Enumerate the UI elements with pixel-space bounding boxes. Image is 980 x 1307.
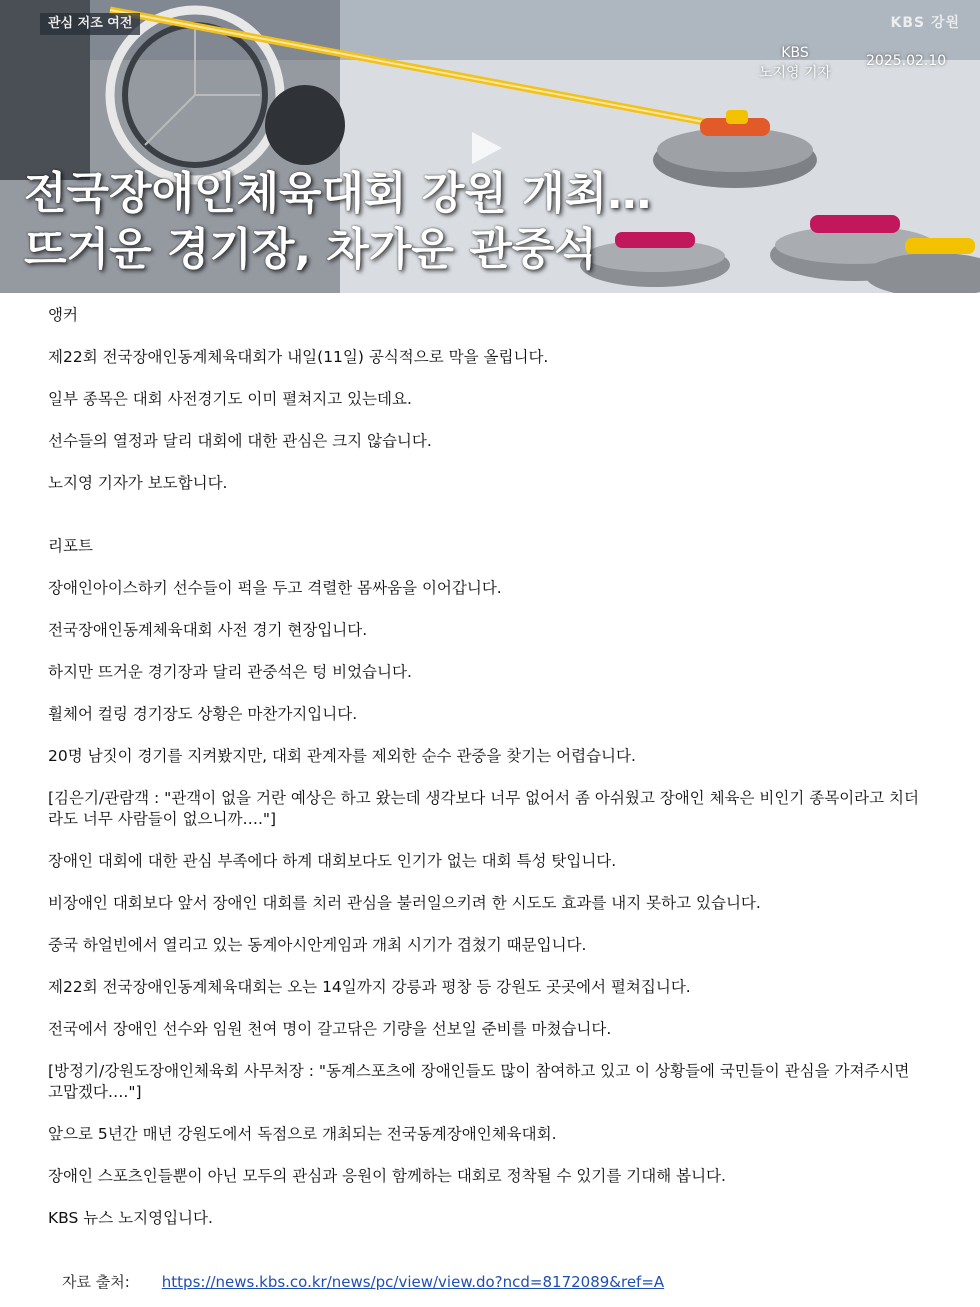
reporter-name: 노지영 기자 xyxy=(758,65,832,81)
report-paragraph: 장애인아이스하키 선수들이 퍽을 두고 격렬한 몸싸움을 이어갑니다. xyxy=(48,579,502,597)
report-paragraph: 전국에서 장애인 선수와 임원 천여 명이 갈고닦은 기량을 선보일 준비를 마쳤습니다. xyxy=(48,1020,612,1038)
byline xyxy=(740,43,850,83)
broadcaster-watermark: KBS 강원 xyxy=(890,15,960,31)
report-paragraph: 휠체어 컬링 경기장도 상황은 마찬가지입니다. xyxy=(48,705,358,723)
section-label-anchor: 앵커 xyxy=(48,306,78,324)
report-paragraph: 전국장애인동계체육대회 사전 경기 현장입니다. xyxy=(48,621,368,639)
topic-tag: 관심 저조 여전 xyxy=(40,13,140,35)
outlet-name: KBS xyxy=(781,45,809,61)
report-paragraph: 장애인 대회에 대한 관심 부족에다 하계 대회보다도 인기가 없는 대회 특성 탓입니다. xyxy=(48,852,617,870)
sign-off: KBS 뉴스 노지영입니다. xyxy=(48,1209,213,1227)
report-paragraph: 비장애인 대회보다 앞서 장애인 대회를 치러 관심을 불러일으키려 한 시도도 효과를 내지 못하고 있습니다. xyxy=(48,894,761,912)
anchor-paragraph: 일부 종목은 대회 사전경기도 이미 펼쳐지고 있는데요. xyxy=(48,390,412,408)
headline-line-1: 전국장애인체육대회 강원 개최… xyxy=(24,168,652,219)
anchor-paragraph: 제22회 전국장애인동계체육대회가 내일(11일) 공식적으로 막을 올립니다. xyxy=(48,348,549,366)
publish-date: 2025.02.10 xyxy=(866,53,947,69)
source-label: 자료 출처: xyxy=(62,1273,130,1291)
report-paragraph: 장애인 스포츠인들뿐이 아닌 모두의 관심과 응원이 함께하는 대회로 정착될 수 있기를 기대해 봅니다. xyxy=(48,1167,726,1185)
hero-banner xyxy=(0,0,980,293)
article-body xyxy=(48,305,928,1229)
anchor-paragraph: 선수들의 열정과 달리 대회에 대한 관심은 크지 않습니다. xyxy=(48,432,432,450)
headline xyxy=(24,166,964,278)
report-paragraph: 중국 하얼빈에서 열리고 있는 동계아시안게임과 개최 시기가 겹쳤기 때문입니다. xyxy=(48,936,587,954)
quote-paragraph: [김은기/관람객 : "관객이 없을 거란 예상은 하고 왔는데 생각보다 너무 없어서 좀 아쉬웠고 장애인 체육은 비인기 종목이라고 치더라도 너무 사람들이 없으니까…."] xyxy=(48,789,920,828)
report-paragraph: 앞으로 5년간 매년 강원도에서 독점으로 개최되는 전국동계장애인체육대회. xyxy=(48,1125,557,1143)
anchor-paragraph: 노지영 기자가 보도합니다. xyxy=(48,474,228,492)
report-paragraph: 하지만 뜨거운 경기장과 달리 관중석은 텅 비었습니다. xyxy=(48,663,412,681)
quote-paragraph: [방정기/강원도장애인체육회 사무처장 : "동계스포츠에 장애인들도 많이 참여하고 있고 이 상황들에 국민들이 관심을 가져주시면 고맙겠다…."] xyxy=(48,1062,910,1101)
report-paragraph: 20명 남짓이 경기를 지켜봤지만, 대회 관계자를 제외한 순수 관중을 찾기는 어렵습니다. xyxy=(48,747,636,765)
headline-line-2: 뜨거운 경기장, 차가운 관중석 xyxy=(24,224,597,275)
source-link[interactable]: https://news.kbs.co.kr/news/pc/view/view.do?ncd=8172089&ref=A xyxy=(161,1273,665,1291)
report-paragraph: 제22회 전국장애인동계체육대회는 오는 14일까지 강릉과 평창 등 강원도 곳곳에서 펼쳐집니다. xyxy=(48,978,691,996)
source-footer xyxy=(62,1271,664,1292)
section-label-report: 리포트 xyxy=(48,537,93,555)
